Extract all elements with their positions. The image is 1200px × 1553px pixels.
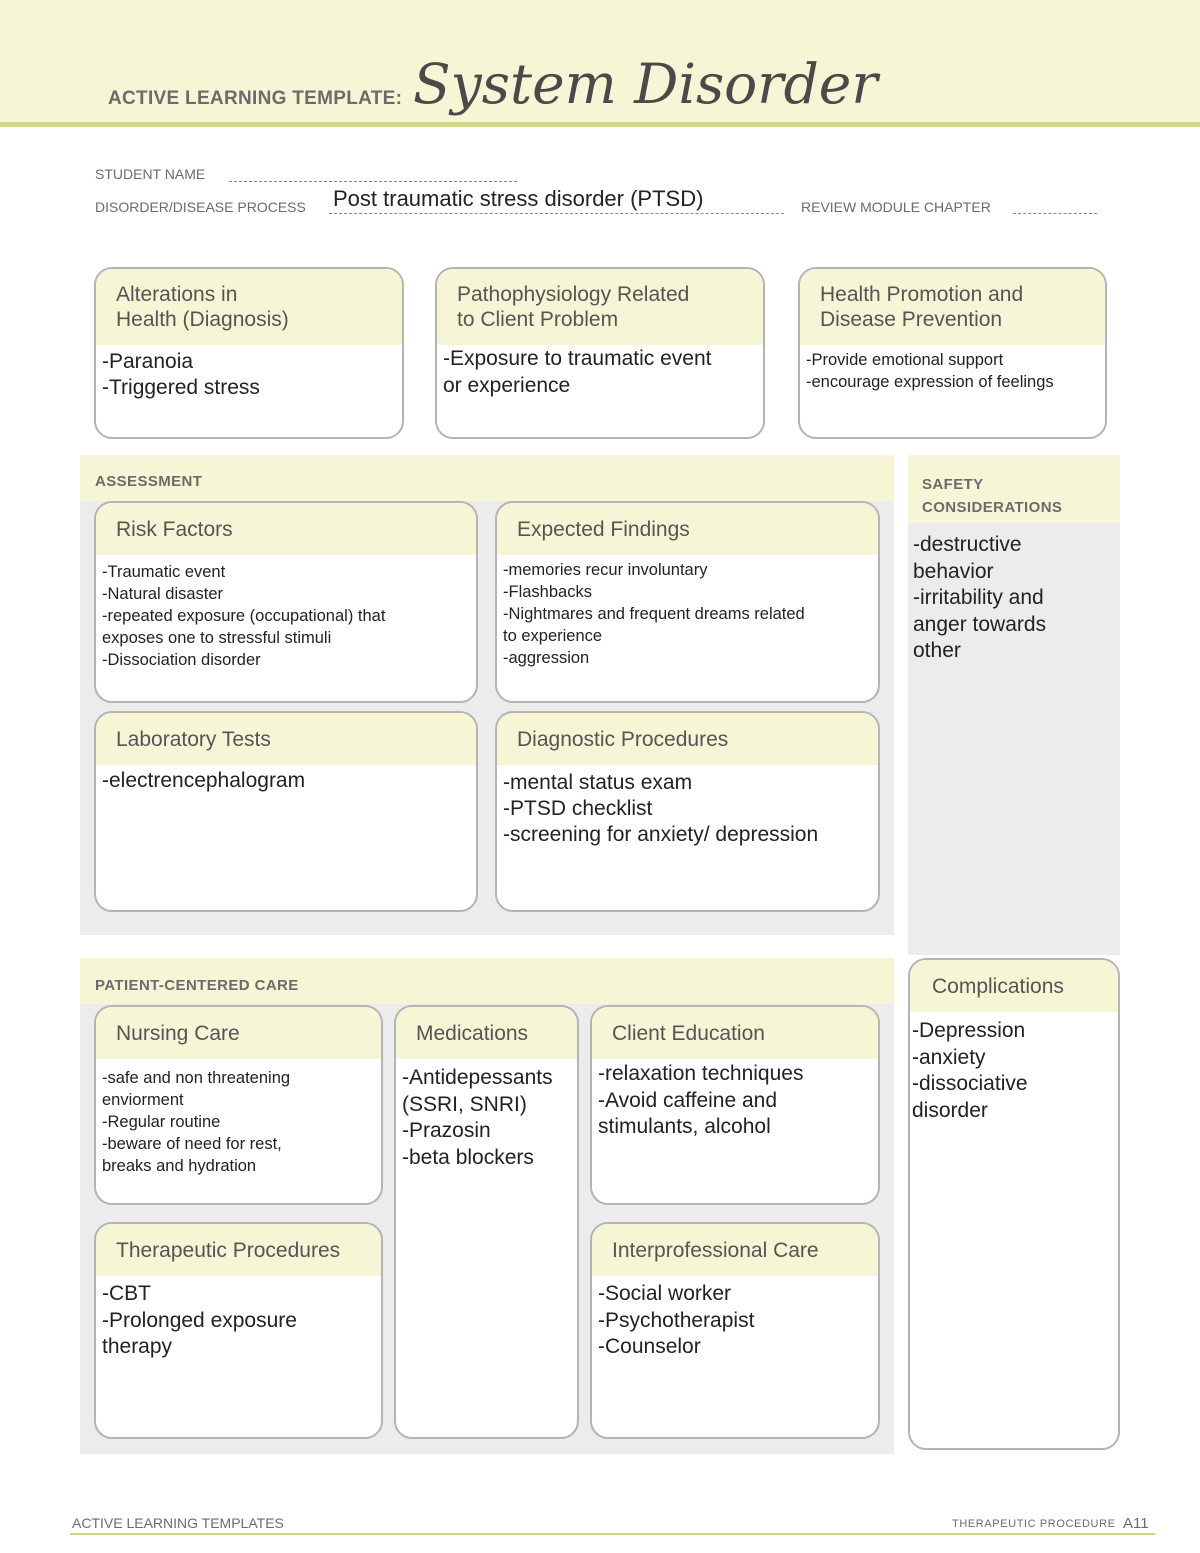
template-title: System Disorder: [413, 52, 878, 116]
nursing-care-body[interactable]: -safe and non threatening enviorment -Regular routine -beware of need for rest, breaks and hydration: [102, 1069, 291, 1175]
student-name-label: STUDENT NAME: [95, 166, 206, 182]
risk-factors-title: Risk Factors: [96, 503, 476, 555]
risk-factors-box: [94, 501, 478, 703]
laboratory-tests-body[interactable]: -electrencephalogram: [102, 769, 306, 792]
template-label: ACTIVE LEARNING TEMPLATE:: [108, 88, 403, 109]
pathophysiology-title: Pathophysiology Related to Client Problem: [437, 269, 763, 345]
footer-rule: [70, 1533, 1155, 1535]
medications-title: Medications: [396, 1007, 577, 1059]
student-name-field[interactable]: [229, 181, 517, 182]
interprofessional-care-body[interactable]: -Social worker -Psychotherapist -Counselor: [598, 1282, 755, 1358]
therapeutic-procedures-box: [94, 1222, 383, 1439]
safety-label: SAFETY CONSIDERATIONS: [922, 476, 1063, 516]
laboratory-tests-title: Laboratory Tests: [96, 713, 476, 765]
pathophysiology-body[interactable]: -Exposure to traumatic event or experience: [443, 347, 712, 397]
expected-findings-title: Expected Findings: [497, 503, 878, 555]
therapeutic-procedures-title: Therapeutic Procedures: [96, 1224, 381, 1276]
complications-body[interactable]: -Depression -anxiety -dissociative disorder: [912, 1019, 1028, 1122]
review-module-label: REVIEW MODULE CHAPTER: [801, 199, 991, 215]
complications-box: [908, 958, 1120, 1450]
nursing-care-title: Nursing Care: [96, 1007, 381, 1059]
footer-left-label: ACTIVE LEARNING TEMPLATES: [72, 1515, 284, 1531]
expected-findings-body[interactable]: -memories recur involuntary -Flashbacks -Nightmares and frequent dreams related to experience -aggression: [503, 561, 805, 667]
disorder-field-line: [329, 213, 784, 214]
alterations-in-health-body[interactable]: -Paranoia -Triggered stress: [102, 350, 260, 399]
alterations-in-health-title: Alterations in Health (Diagnosis): [96, 269, 402, 345]
medications-box: [394, 1005, 579, 1439]
diagnostic-procedures-body[interactable]: -mental status exam -PTSD checklist -screening for anxiety/ depression: [503, 771, 819, 846]
disorder-field[interactable]: Post traumatic stress disorder (PTSD): [333, 186, 704, 211]
disorder-label: DISORDER/DISEASE PROCESS: [95, 199, 306, 215]
assessment-label: ASSESSMENT: [95, 473, 203, 490]
health-promotion-title: Health Promotion and Disease Prevention: [800, 269, 1105, 345]
pathophysiology-box: [435, 267, 765, 439]
page-number: A11: [1123, 1515, 1149, 1532]
safety-region: [908, 455, 1120, 955]
medications-body[interactable]: -Antidepessants (SSRI, SNRI) -Prazosin -beta blockers: [402, 1066, 553, 1169]
laboratory-tests-box: [94, 711, 478, 912]
health-promotion-box: [798, 267, 1107, 439]
review-module-field[interactable]: [1013, 213, 1097, 214]
diagnostic-procedures-box: [495, 711, 880, 912]
complications-title: Complications: [910, 960, 1118, 1012]
therapeutic-procedures-body[interactable]: -CBT -Prolonged exposure therapy: [102, 1282, 297, 1358]
interprofessional-care-box: [590, 1222, 880, 1439]
interprofessional-care-title: Interprofessional Care: [592, 1224, 878, 1276]
alterations-in-health-box: [94, 267, 404, 439]
safety-body[interactable]: -destructive behavior -irritability and anger towards other: [913, 533, 1047, 662]
client-education-body[interactable]: -relaxation techniques -Avoid caffeine and stimulants, alcohol: [598, 1062, 804, 1138]
patient-centered-care-label: PATIENT-CENTERED CARE: [95, 977, 299, 994]
expected-findings-box: [495, 501, 880, 703]
header-rule: [0, 122, 1200, 127]
health-promotion-body[interactable]: -Provide emotional support -encourage expression of feelings: [806, 351, 1054, 391]
nursing-care-box: [94, 1005, 383, 1205]
client-education-title: Client Education: [592, 1007, 878, 1059]
risk-factors-body[interactable]: -Traumatic event -Natural disaster -repeated exposure (occupational) that exposes one to stressful stimuli -Dissociation disorder: [102, 563, 386, 669]
footer-right-label: THERAPEUTIC PROCEDURE: [952, 1518, 1116, 1530]
client-education-box: [590, 1005, 880, 1205]
diagnostic-procedures-title: Diagnostic Procedures: [497, 713, 878, 765]
